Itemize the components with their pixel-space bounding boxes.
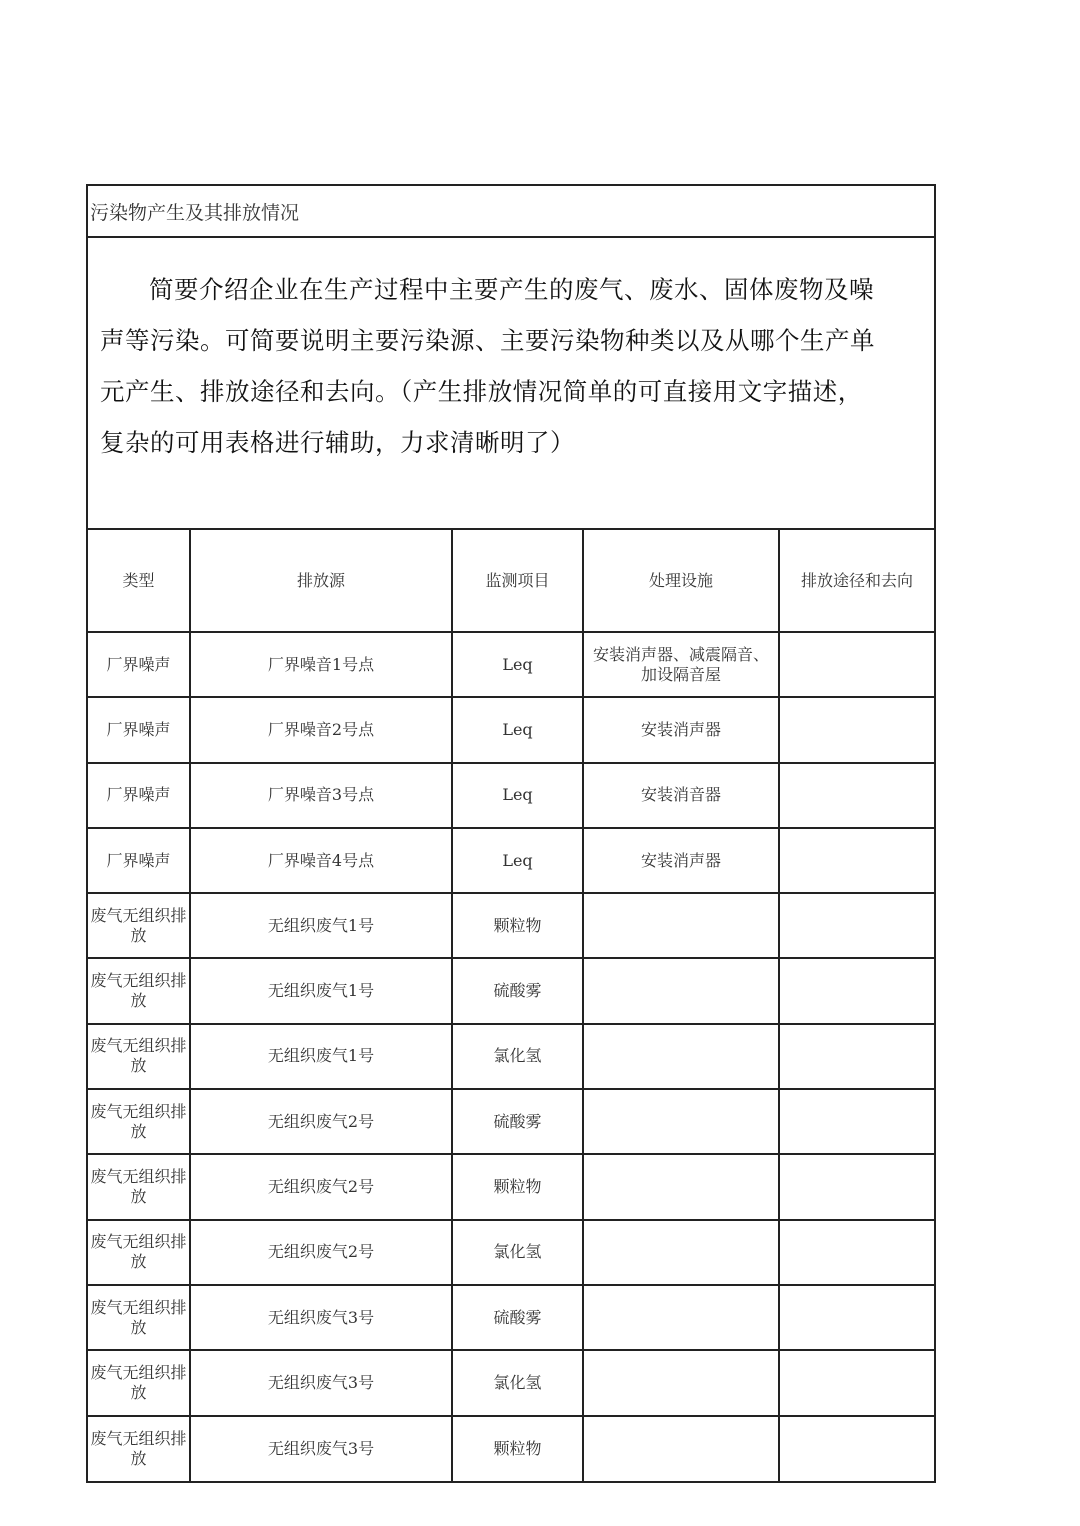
cell-discharge-route bbox=[779, 1285, 934, 1350]
cell-treatment-facility bbox=[583, 958, 779, 1023]
table-row bbox=[88, 1154, 934, 1219]
cell-treatment-facility bbox=[583, 1089, 779, 1154]
table-header-row bbox=[88, 529, 934, 632]
cell-treatment-facility bbox=[583, 1416, 779, 1481]
cell-type: 厂界噪声 bbox=[88, 763, 190, 828]
cell-source: 无组织废气3号 bbox=[190, 1285, 452, 1350]
cell-discharge-route bbox=[779, 958, 934, 1023]
cell-discharge-route bbox=[779, 697, 934, 762]
table-row bbox=[88, 958, 934, 1023]
cell-discharge-route bbox=[779, 1220, 934, 1285]
cell-monitoring-item: 氯化氢 bbox=[452, 1024, 583, 1089]
cell-discharge-route bbox=[779, 893, 934, 958]
cell-source: 无组织废气2号 bbox=[190, 1220, 452, 1285]
table-row bbox=[88, 828, 934, 893]
table-row bbox=[88, 697, 934, 762]
cell-treatment-facility bbox=[583, 1285, 779, 1350]
cell-source: 厂界噪音1号点 bbox=[190, 632, 452, 697]
cell-type: 废气无组织排放 bbox=[88, 1089, 190, 1154]
cell-treatment-facility bbox=[583, 1220, 779, 1285]
cell-type: 厂界噪声 bbox=[88, 828, 190, 893]
cell-source: 厂界噪音4号点 bbox=[190, 828, 452, 893]
section-description: 简要介绍企业在生产过程中主要产生的废气、废水、固体废物及噪声等污染。可简要说明主要污染源、主要污染物种类以及从哪个生产单元产生、排放途径和去向。（产生排放情况简单的可直接用文字描述，复杂的可用表格进行辅助，力求清晰明了） bbox=[100, 275, 875, 457]
cell-source: 无组织废气3号 bbox=[190, 1416, 452, 1481]
cell-discharge-route bbox=[779, 632, 934, 697]
cell-monitoring-item: 氯化氢 bbox=[452, 1350, 583, 1415]
cell-monitoring-item: 硫酸雾 bbox=[452, 1285, 583, 1350]
cell-source: 无组织废气3号 bbox=[190, 1350, 452, 1415]
cell-source: 无组织废气1号 bbox=[190, 893, 452, 958]
cell-treatment-facility: 安装消声器 bbox=[583, 697, 779, 762]
table-body bbox=[88, 632, 934, 1481]
cell-type: 废气无组织排放 bbox=[88, 1350, 190, 1415]
cell-source: 无组织废气2号 bbox=[190, 1089, 452, 1154]
cell-monitoring-item: 硫酸雾 bbox=[452, 1089, 583, 1154]
cell-treatment-facility: 安装消声器 bbox=[583, 828, 779, 893]
header-source: 排放源 bbox=[190, 529, 452, 632]
cell-treatment-facility: 安装消音器 bbox=[583, 763, 779, 828]
header-treatment-facility: 处理设施 bbox=[583, 529, 779, 632]
cell-source: 无组织废气1号 bbox=[190, 1024, 452, 1089]
cell-treatment-facility bbox=[583, 893, 779, 958]
cell-source: 无组织废气2号 bbox=[190, 1154, 452, 1219]
cell-type: 厂界噪声 bbox=[88, 632, 190, 697]
cell-type: 废气无组织排放 bbox=[88, 1154, 190, 1219]
section-title: 污染物产生及其排放情况 bbox=[88, 186, 934, 238]
cell-discharge-route bbox=[779, 1416, 934, 1481]
cell-type: 废气无组织排放 bbox=[88, 1416, 190, 1481]
cell-monitoring-item: 氯化氢 bbox=[452, 1220, 583, 1285]
cell-type: 废气无组织排放 bbox=[88, 958, 190, 1023]
cell-monitoring-item: 颗粒物 bbox=[452, 1416, 583, 1481]
cell-discharge-route bbox=[779, 1024, 934, 1089]
pollution-form bbox=[86, 184, 936, 1483]
cell-treatment-facility: 安装消声器、减震隔音、加设隔音屋 bbox=[583, 632, 779, 697]
cell-monitoring-item: Leq bbox=[452, 828, 583, 893]
table-row bbox=[88, 1285, 934, 1350]
cell-discharge-route bbox=[779, 763, 934, 828]
cell-treatment-facility bbox=[583, 1350, 779, 1415]
emission-table bbox=[88, 528, 934, 1481]
table-row bbox=[88, 1024, 934, 1089]
header-discharge-route: 排放途径和去向 bbox=[779, 529, 934, 632]
cell-discharge-route bbox=[779, 828, 934, 893]
table-row bbox=[88, 1220, 934, 1285]
cell-monitoring-item: Leq bbox=[452, 763, 583, 828]
header-monitoring-item: 监测项目 bbox=[452, 529, 583, 632]
cell-type: 废气无组织排放 bbox=[88, 1285, 190, 1350]
cell-treatment-facility bbox=[583, 1154, 779, 1219]
cell-type: 废气无组织排放 bbox=[88, 893, 190, 958]
table-row bbox=[88, 1089, 934, 1154]
table-row bbox=[88, 632, 934, 697]
cell-type: 废气无组织排放 bbox=[88, 1024, 190, 1089]
cell-discharge-route bbox=[779, 1350, 934, 1415]
cell-type: 厂界噪声 bbox=[88, 697, 190, 762]
header-type: 类型 bbox=[88, 529, 190, 632]
cell-monitoring-item: Leq bbox=[452, 697, 583, 762]
cell-monitoring-item: 硫酸雾 bbox=[452, 958, 583, 1023]
cell-source: 无组织废气1号 bbox=[190, 958, 452, 1023]
table-row bbox=[88, 763, 934, 828]
cell-monitoring-item: 颗粒物 bbox=[452, 1154, 583, 1219]
cell-monitoring-item: 颗粒物 bbox=[452, 893, 583, 958]
cell-source: 厂界噪音2号点 bbox=[190, 697, 452, 762]
cell-source: 厂界噪音3号点 bbox=[190, 763, 452, 828]
table-row bbox=[88, 1416, 934, 1481]
cell-monitoring-item: Leq bbox=[452, 632, 583, 697]
cell-discharge-route bbox=[779, 1154, 934, 1219]
cell-discharge-route bbox=[779, 1089, 934, 1154]
cell-treatment-facility bbox=[583, 1024, 779, 1089]
table-row bbox=[88, 1350, 934, 1415]
table-row bbox=[88, 893, 934, 958]
cell-type: 废气无组织排放 bbox=[88, 1220, 190, 1285]
